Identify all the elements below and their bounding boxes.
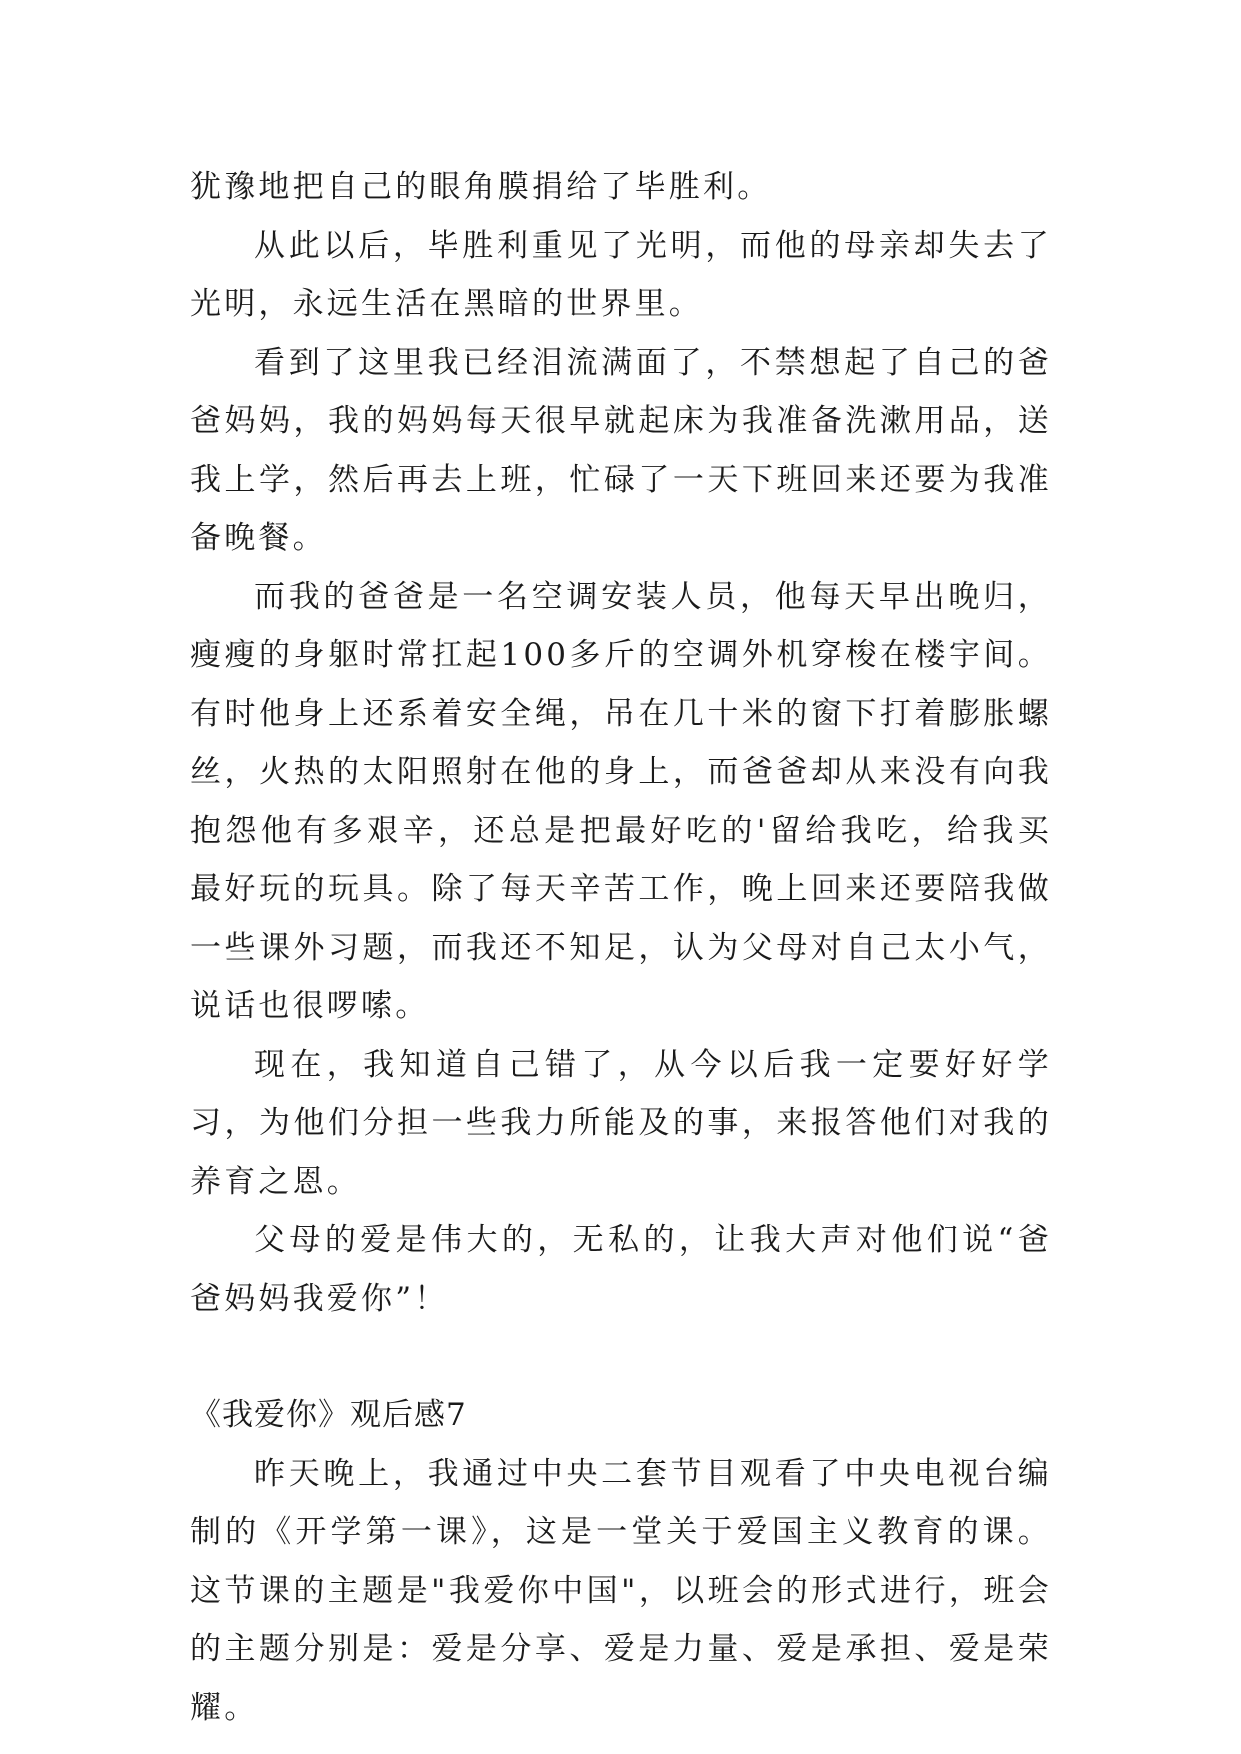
paragraph: 从此以后，毕胜利重见了光明，而他的母亲却失去了光明，永远生活在黑暗的世界里。 xyxy=(190,227,1052,322)
paragraph: 现在，我知道自己错了，从今以后我一定要好好学习，为他们分担一些我力所能及的事，来报答他们对我的养育之恩。 xyxy=(190,1046,1052,1200)
paragraph: 父母的爱是伟大的，无私的，让我大声对他们说“爸爸妈妈我爱你”！ xyxy=(190,1222,1052,1317)
paragraph-continued: 犹豫地把自己的眼角膜捐给了毕胜利。 xyxy=(190,169,772,205)
paragraph: 而我的爸爸是一名空调安装人员，他每天早出晚归，瘦瘦的身躯时常扛起100多斤的空调外机穿梭在楼宇间。有时他身上还系着安全绳，吊在几十米的窗下打着膨胀螺丝，火热的太阳照射在他的身上，而爸爸却从来没有向我抱怨他有多艰辛，还总是把最好吃的'留给我吃，给我买最好玩的玩具。除了每天辛苦工作，晚上回来还要陪我做一些课外习题，而我还不知足，认为父母对自己太小气，说话也很啰嗦。 xyxy=(190,578,1052,1024)
section-gap xyxy=(190,1328,1052,1386)
document-page xyxy=(190,158,1052,1737)
paragraph: 昨天晚上，我通过中央二套节目观看了中央电视台编制的《开学第一课》，这是一堂关于爱国主义教育的课。这节课的主题是"我爱你中国"，以班会的形式进行，班会的主题分别是：爱是分享、爱是力量、爱是承担、爱是荣耀。 xyxy=(190,1455,1052,1726)
paragraph: 看到了这里我已经泪流满面了，不禁想起了自己的爸爸妈妈，我的妈妈每天很早就起床为我准备洗漱用品，送我上学，然后再去上班，忙碌了一天下班回来还要为我准备晚餐。 xyxy=(190,344,1052,556)
section-heading: 《我爱你》观后感7 xyxy=(190,1397,467,1433)
